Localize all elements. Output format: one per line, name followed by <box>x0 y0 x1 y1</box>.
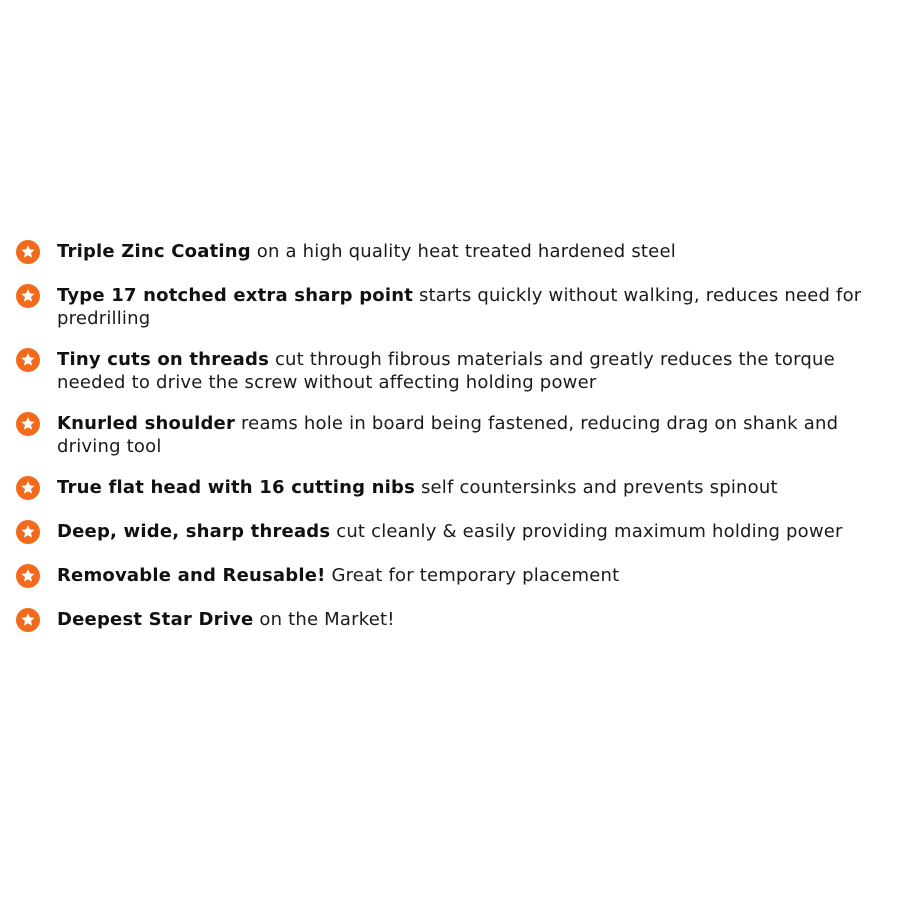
feature-description: cut cleanly & easily providing maximum holding power <box>330 521 843 542</box>
feature-text <box>57 520 894 543</box>
feature-item <box>14 476 894 502</box>
feature-description: self countersinks and prevents spinout <box>415 477 778 498</box>
feature-highlight: Knurled shoulder <box>57 413 236 434</box>
feature-item <box>14 348 894 394</box>
feature-highlight: Triple Zinc Coating <box>57 241 251 262</box>
orange-star-circle-icon <box>14 562 42 590</box>
feature-item <box>14 608 894 634</box>
feature-highlight: Tiny cuts on threads <box>57 349 270 370</box>
orange-star-circle-icon <box>14 518 42 546</box>
orange-star-circle-icon <box>14 238 42 266</box>
feature-text <box>57 240 894 263</box>
feature-item <box>14 412 894 458</box>
feature-item <box>14 284 894 330</box>
orange-star-circle-icon <box>14 346 42 374</box>
orange-star-circle-icon <box>14 606 42 634</box>
orange-star-circle-icon <box>14 410 42 438</box>
feature-text <box>57 564 894 587</box>
feature-highlight: Type 17 notched extra sharp point <box>57 285 414 306</box>
feature-item <box>14 520 894 546</box>
feature-text <box>57 412 894 458</box>
feature-highlight: Deepest Star Drive <box>57 609 254 630</box>
feature-list <box>14 240 894 634</box>
feature-item <box>14 564 894 590</box>
feature-text <box>57 284 894 330</box>
feature-item <box>14 240 894 266</box>
feature-description: starts quickly without walking, reduces need for predrilling <box>57 285 862 329</box>
feature-highlight: True flat head with 16 cutting nibs <box>57 477 416 498</box>
feature-description: cut through fibrous materials and greatly reduces the torque needed to drive the screw without affecting holding power <box>57 349 835 393</box>
feature-description: on a high quality heat treated hardened steel <box>250 241 676 262</box>
feature-highlight: Removable and Reusable! <box>57 565 326 586</box>
orange-star-circle-icon <box>14 474 42 502</box>
feature-text <box>57 608 894 631</box>
feature-description: on the Market! <box>253 609 395 630</box>
feature-text <box>57 476 894 499</box>
feature-description: reams hole in board being fastened, reducing drag on shank and driving tool <box>57 413 839 457</box>
feature-text <box>57 348 894 394</box>
orange-star-circle-icon <box>14 282 42 310</box>
feature-highlight: Deep, wide, sharp threads <box>57 521 331 542</box>
feature-description: Great for temporary placement <box>325 565 620 586</box>
